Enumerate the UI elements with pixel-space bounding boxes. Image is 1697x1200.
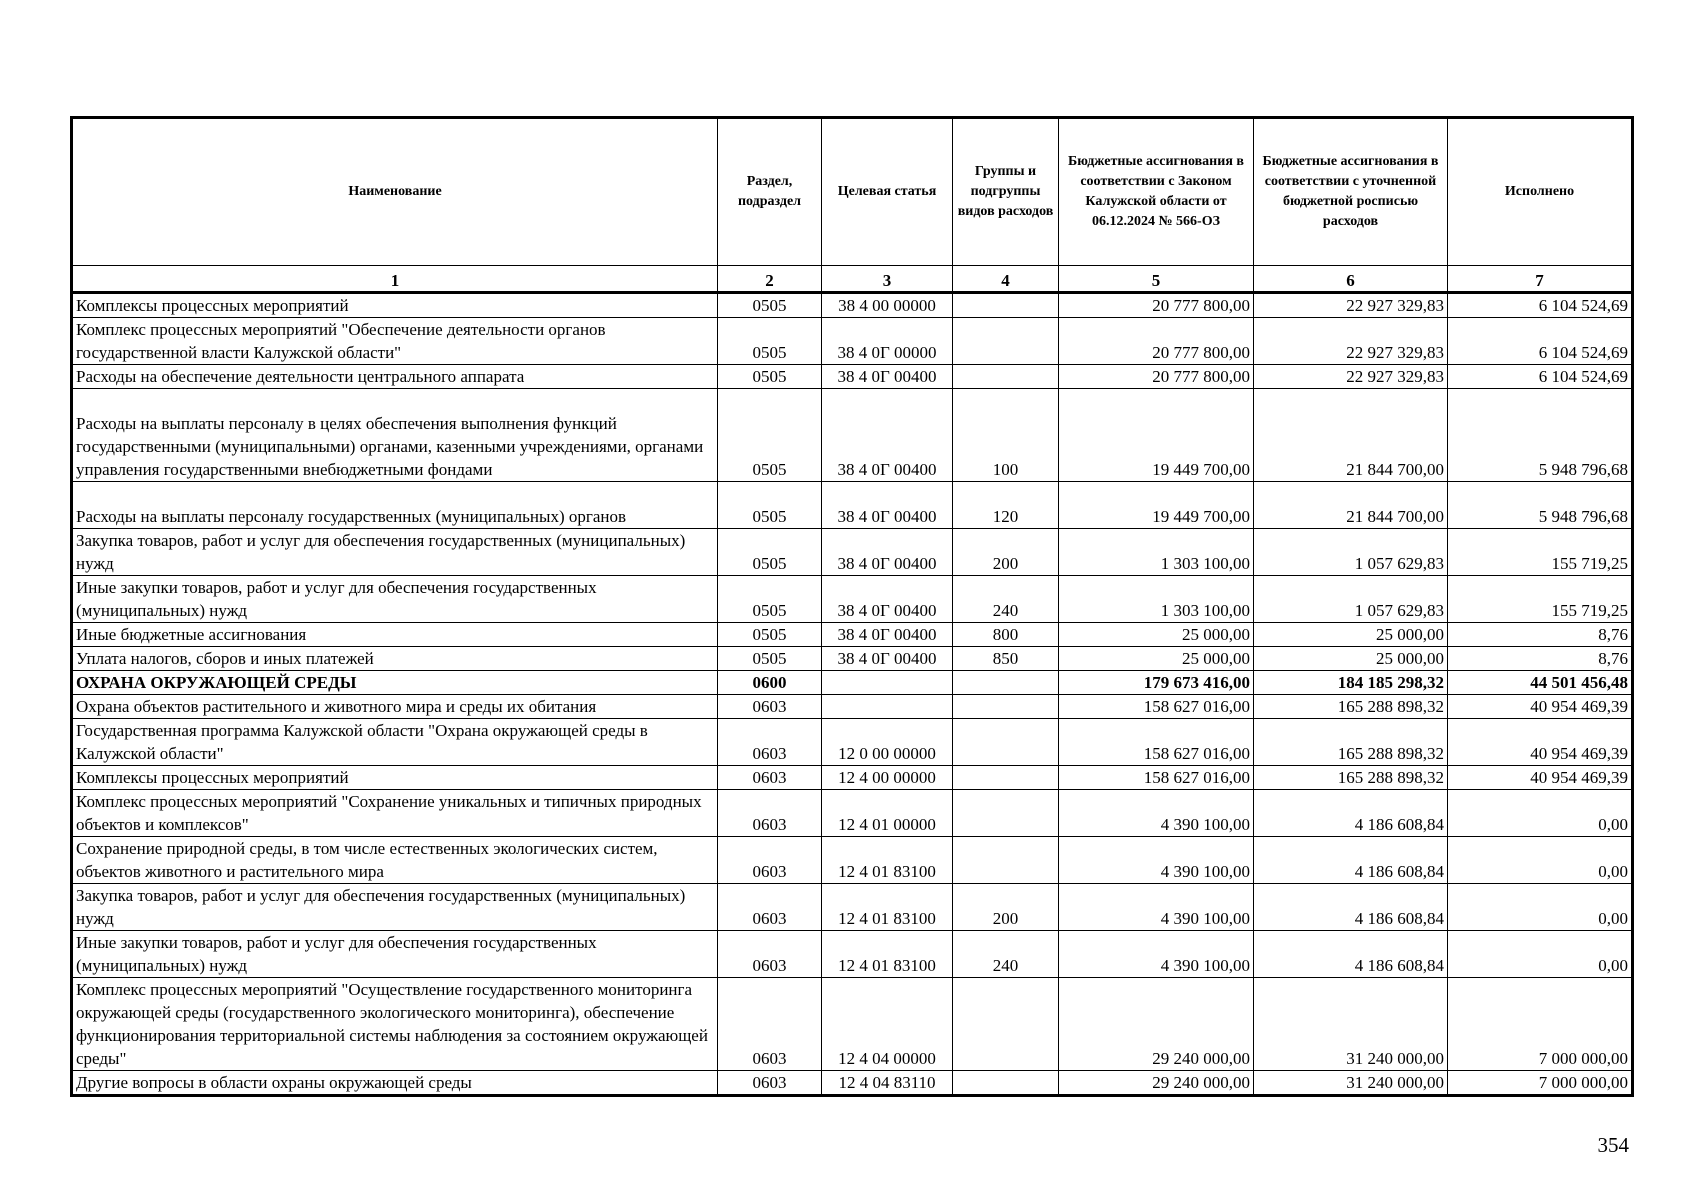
budget-table — [70, 116, 1634, 1097]
table-row — [72, 671, 1633, 695]
row-section: 0603 — [718, 978, 822, 1071]
row-law-allocation: 19 449 700,00 — [1059, 482, 1254, 529]
row-section: 0600 — [718, 671, 822, 695]
row-section: 0603 — [718, 790, 822, 837]
header-name: Наименование — [72, 118, 718, 266]
row-law-allocation: 158 627 016,00 — [1059, 766, 1254, 790]
row-target-article: 12 4 01 83100 — [822, 884, 953, 931]
row-executed: 6 104 524,69 — [1448, 365, 1633, 389]
row-updated-allocation: 21 844 700,00 — [1254, 389, 1448, 482]
row-name: Сохранение природной среды, в том числе естественных экологических систем, объектов животного и растительного мира — [72, 837, 718, 884]
row-expense-group — [953, 766, 1059, 790]
row-section: 0505 — [718, 293, 822, 318]
row-executed: 6 104 524,69 — [1448, 293, 1633, 318]
row-name: Комплекс процессных мероприятий "Осуществление государственного мониторинга окружающей среды (государственного экологического мониторинга), обеспечение функционирования территориальной системы наблюдения за состоянием окружающей среды" — [72, 978, 718, 1071]
row-name: Охрана объектов растительного и животного мира и среды их обитания — [72, 695, 718, 719]
row-executed: 0,00 — [1448, 790, 1633, 837]
row-name: Иные закупки товаров, работ и услуг для обеспечения государственных (муниципальных) нужд — [72, 931, 718, 978]
row-executed: 5 948 796,68 — [1448, 482, 1633, 529]
row-name: Уплата налогов, сборов и иных платежей — [72, 647, 718, 671]
row-section: 0505 — [718, 647, 822, 671]
row-name: Закупка товаров, работ и услуг для обеспечения государственных (муниципальных) нужд — [72, 529, 718, 576]
row-law-allocation: 25 000,00 — [1059, 647, 1254, 671]
table-row — [72, 529, 1633, 576]
row-name: Комплекс процессных мероприятий "Обеспечение деятельности органов государственной власти Калужской области" — [72, 318, 718, 365]
row-updated-allocation: 22 927 329,83 — [1254, 365, 1448, 389]
row-law-allocation: 1 303 100,00 — [1059, 576, 1254, 623]
row-law-allocation: 4 390 100,00 — [1059, 931, 1254, 978]
row-section: 0505 — [718, 389, 822, 482]
row-executed: 40 954 469,39 — [1448, 719, 1633, 766]
row-section: 0603 — [718, 931, 822, 978]
column-number: 1 — [72, 266, 718, 293]
row-updated-allocation: 4 186 608,84 — [1254, 837, 1448, 884]
row-target-article: 38 4 0Г 00400 — [822, 365, 953, 389]
row-executed: 44 501 456,48 — [1448, 671, 1633, 695]
row-expense-group: 240 — [953, 576, 1059, 623]
row-name: Расходы на выплаты персоналу в целях обеспечения выполнения функций государственными (муниципальными) органами, казенными учреждениями, органами управления государственными внебюджетными фондами — [72, 389, 718, 482]
row-executed: 8,76 — [1448, 623, 1633, 647]
row-expense-group: 200 — [953, 884, 1059, 931]
row-expense-group: 800 — [953, 623, 1059, 647]
table-row — [72, 389, 1633, 482]
row-expense-group: 100 — [953, 389, 1059, 482]
row-executed: 6 104 524,69 — [1448, 318, 1633, 365]
header-executed: Исполнено — [1448, 118, 1633, 266]
table-row — [72, 695, 1633, 719]
row-updated-allocation: 22 927 329,83 — [1254, 318, 1448, 365]
row-target-article: 12 4 01 00000 — [822, 790, 953, 837]
budget-document — [70, 116, 1634, 1097]
row-target-article: 38 4 0Г 00400 — [822, 647, 953, 671]
table-row — [72, 719, 1633, 766]
row-expense-group — [953, 365, 1059, 389]
row-target-article: 12 4 01 83100 — [822, 837, 953, 884]
row-expense-group: 850 — [953, 647, 1059, 671]
row-executed: 5 948 796,68 — [1448, 389, 1633, 482]
row-law-allocation: 158 627 016,00 — [1059, 719, 1254, 766]
row-updated-allocation: 4 186 608,84 — [1254, 931, 1448, 978]
row-expense-group — [953, 1071, 1059, 1096]
row-updated-allocation: 25 000,00 — [1254, 647, 1448, 671]
row-law-allocation: 19 449 700,00 — [1059, 389, 1254, 482]
row-target-article — [822, 671, 953, 695]
table-row — [72, 482, 1633, 529]
header-law-allocations: Бюджетные ассигнования в соответствии с Законом Калужской области от 06.12.2024 № 566-ОЗ — [1059, 118, 1254, 266]
row-section: 0505 — [718, 623, 822, 647]
row-target-article: 12 4 00 00000 — [822, 766, 953, 790]
table-row — [72, 766, 1633, 790]
row-name: Расходы на выплаты персоналу государственных (муниципальных) органов — [72, 482, 718, 529]
row-executed: 8,76 — [1448, 647, 1633, 671]
row-target-article: 38 4 0Г 00000 — [822, 318, 953, 365]
table-row — [72, 365, 1633, 389]
row-executed: 155 719,25 — [1448, 529, 1633, 576]
row-section: 0603 — [718, 837, 822, 884]
column-number: 4 — [953, 266, 1059, 293]
row-updated-allocation: 21 844 700,00 — [1254, 482, 1448, 529]
row-law-allocation: 20 777 800,00 — [1059, 318, 1254, 365]
row-name: Закупка товаров, работ и услуг для обеспечения государственных (муниципальных) нужд — [72, 884, 718, 931]
row-target-article — [822, 695, 953, 719]
row-expense-group — [953, 671, 1059, 695]
header-section: Раздел, подраздел — [718, 118, 822, 266]
table-body — [72, 293, 1633, 1096]
row-law-allocation: 158 627 016,00 — [1059, 695, 1254, 719]
row-name: Комплекс процессных мероприятий "Сохранение уникальных и типичных природных объектов и комплексов" — [72, 790, 718, 837]
table-row — [72, 623, 1633, 647]
row-law-allocation: 29 240 000,00 — [1059, 1071, 1254, 1096]
column-number: 6 — [1254, 266, 1448, 293]
row-section: 0603 — [718, 695, 822, 719]
row-target-article: 38 4 0Г 00400 — [822, 529, 953, 576]
row-expense-group: 120 — [953, 482, 1059, 529]
row-law-allocation: 1 303 100,00 — [1059, 529, 1254, 576]
row-law-allocation: 4 390 100,00 — [1059, 884, 1254, 931]
row-section: 0603 — [718, 766, 822, 790]
row-expense-group — [953, 719, 1059, 766]
table-row — [72, 1071, 1633, 1096]
row-name: Комплексы процессных мероприятий — [72, 766, 718, 790]
header-expense-groups: Группы и подгруппы видов расходов — [953, 118, 1059, 266]
row-executed: 7 000 000,00 — [1448, 978, 1633, 1071]
row-target-article: 12 4 01 83100 — [822, 931, 953, 978]
row-updated-allocation: 1 057 629,83 — [1254, 576, 1448, 623]
row-executed: 40 954 469,39 — [1448, 695, 1633, 719]
row-executed: 155 719,25 — [1448, 576, 1633, 623]
row-name: Государственная программа Калужской области "Охрана окружающей среды в Калужской области" — [72, 719, 718, 766]
row-updated-allocation: 25 000,00 — [1254, 623, 1448, 647]
row-name: Иные бюджетные ассигнования — [72, 623, 718, 647]
row-expense-group — [953, 293, 1059, 318]
row-section: 0505 — [718, 529, 822, 576]
row-law-allocation: 25 000,00 — [1059, 623, 1254, 647]
row-expense-group — [953, 790, 1059, 837]
row-executed: 0,00 — [1448, 837, 1633, 884]
column-number: 7 — [1448, 266, 1633, 293]
column-number: 3 — [822, 266, 953, 293]
row-target-article: 12 0 00 00000 — [822, 719, 953, 766]
row-section: 0505 — [718, 576, 822, 623]
row-updated-allocation: 4 186 608,84 — [1254, 790, 1448, 837]
row-target-article: 38 4 0Г 00400 — [822, 389, 953, 482]
table-row — [72, 576, 1633, 623]
table-row — [72, 318, 1633, 365]
row-target-article: 12 4 04 83110 — [822, 1071, 953, 1096]
table-row — [72, 978, 1633, 1071]
row-expense-group: 240 — [953, 931, 1059, 978]
column-number-row — [72, 266, 1633, 293]
table-row — [72, 293, 1633, 318]
row-law-allocation: 29 240 000,00 — [1059, 978, 1254, 1071]
header-updated-allocations: Бюджетные ассигнования в соответствии с уточненной бюджетной росписью расходов — [1254, 118, 1448, 266]
table-row — [72, 790, 1633, 837]
row-name: Комплексы процессных мероприятий — [72, 293, 718, 318]
row-expense-group: 200 — [953, 529, 1059, 576]
row-executed: 40 954 469,39 — [1448, 766, 1633, 790]
column-number: 2 — [718, 266, 822, 293]
row-section: 0603 — [718, 1071, 822, 1096]
row-name: Расходы на обеспечение деятельности центрального аппарата — [72, 365, 718, 389]
row-updated-allocation: 31 240 000,00 — [1254, 1071, 1448, 1096]
row-law-allocation: 179 673 416,00 — [1059, 671, 1254, 695]
row-law-allocation: 20 777 800,00 — [1059, 293, 1254, 318]
row-section: 0505 — [718, 318, 822, 365]
table-row — [72, 931, 1633, 978]
row-name: Иные закупки товаров, работ и услуг для обеспечения государственных (муниципальных) нужд — [72, 576, 718, 623]
row-updated-allocation: 165 288 898,32 — [1254, 766, 1448, 790]
row-law-allocation: 20 777 800,00 — [1059, 365, 1254, 389]
header-target-article: Целевая статья — [822, 118, 953, 266]
row-law-allocation: 4 390 100,00 — [1059, 790, 1254, 837]
row-target-article: 38 4 0Г 00400 — [822, 576, 953, 623]
page-number: 354 — [1597, 1133, 1629, 1157]
row-expense-group — [953, 318, 1059, 365]
row-expense-group — [953, 837, 1059, 884]
row-updated-allocation: 165 288 898,32 — [1254, 695, 1448, 719]
row-target-article: 38 4 0Г 00400 — [822, 623, 953, 647]
column-number: 5 — [1059, 266, 1254, 293]
row-target-article: 38 4 0Г 00400 — [822, 482, 953, 529]
row-section: 0603 — [718, 884, 822, 931]
row-section: 0505 — [718, 482, 822, 529]
row-law-allocation: 4 390 100,00 — [1059, 837, 1254, 884]
table-row — [72, 647, 1633, 671]
row-updated-allocation: 22 927 329,83 — [1254, 293, 1448, 318]
row-updated-allocation: 1 057 629,83 — [1254, 529, 1448, 576]
header-row — [72, 118, 1633, 266]
table-row — [72, 837, 1633, 884]
row-updated-allocation: 165 288 898,32 — [1254, 719, 1448, 766]
row-section: 0505 — [718, 365, 822, 389]
row-expense-group — [953, 695, 1059, 719]
row-name: Другие вопросы в области охраны окружающей среды — [72, 1071, 718, 1096]
row-target-article: 38 4 00 00000 — [822, 293, 953, 318]
table-row — [72, 884, 1633, 931]
row-updated-allocation: 184 185 298,32 — [1254, 671, 1448, 695]
row-executed: 7 000 000,00 — [1448, 1071, 1633, 1096]
row-updated-allocation: 4 186 608,84 — [1254, 884, 1448, 931]
row-target-article: 12 4 04 00000 — [822, 978, 953, 1071]
row-expense-group — [953, 978, 1059, 1071]
row-executed: 0,00 — [1448, 884, 1633, 931]
row-section: 0603 — [718, 719, 822, 766]
row-executed: 0,00 — [1448, 931, 1633, 978]
row-updated-allocation: 31 240 000,00 — [1254, 978, 1448, 1071]
row-name: ОХРАНА ОКРУЖАЮЩЕЙ СРЕДЫ — [72, 671, 718, 695]
